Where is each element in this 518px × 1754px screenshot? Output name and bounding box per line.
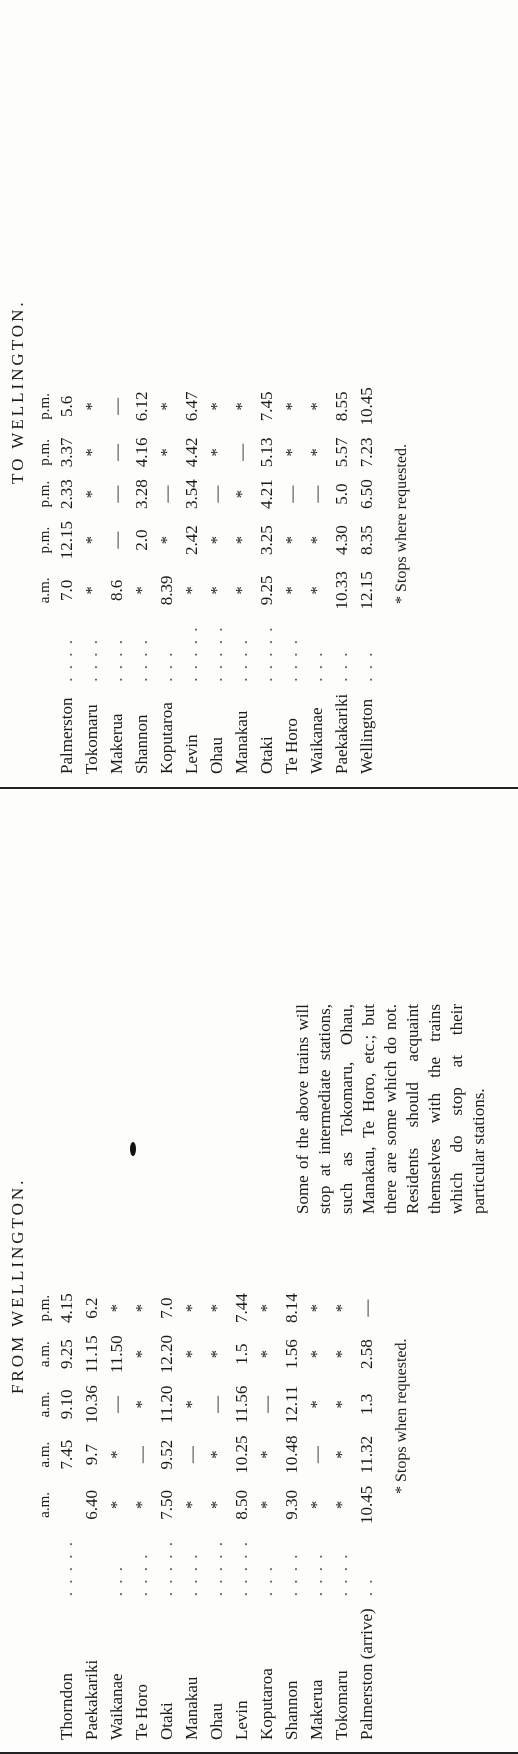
period-spacer (36, 1530, 54, 1602)
table-row (229, 1287, 254, 1740)
table-row (204, 381, 229, 774)
station-name: Waikanae (107, 1673, 126, 1740)
time-cell: * (132, 1500, 151, 1510)
leader-dots: . . . . (82, 638, 101, 682)
time-cell: * (182, 1500, 201, 1510)
time-cell: * (207, 1450, 226, 1459)
time-cell: — (282, 485, 301, 503)
leader-dots: . . . . (232, 638, 251, 682)
period-label: a.m. (37, 1441, 53, 1468)
time-cell: 1.5 (232, 1343, 251, 1365)
time-cell: 6.47 (182, 391, 201, 422)
time-cell: * (82, 535, 101, 545)
time-cell: — (307, 485, 326, 503)
time-cell: 6.12 (132, 391, 151, 422)
to-wellington-title: TO WELLINGTON. (8, 299, 27, 484)
leader-dots: . . . . (282, 638, 301, 682)
time-cell: 11.20 (157, 1385, 176, 1424)
station-name: Makerua (307, 1679, 326, 1740)
time-cell: * (282, 586, 301, 595)
table-row (254, 381, 279, 774)
time-cell: — (207, 1395, 226, 1413)
time-cell: 7.45 (57, 1439, 76, 1470)
time-cell: * (107, 1500, 126, 1510)
time-cell: 9.10 (57, 1389, 76, 1420)
period-spacer (36, 1602, 54, 1740)
time-cell: — (257, 1395, 276, 1413)
time-cell: 4.15 (57, 1293, 76, 1324)
time-cell: * (107, 1303, 126, 1313)
period-spacer (36, 688, 54, 774)
time-cell: 3.28 (132, 479, 151, 509)
station-name: Koputaroa (157, 702, 176, 774)
time-cell: * (257, 1349, 276, 1359)
time-cell: 3.54 (182, 479, 201, 509)
time-cell: * (207, 1500, 226, 1510)
time-cell: * (232, 402, 251, 411)
time-cell: * (82, 489, 101, 499)
time-cell: * (332, 1349, 351, 1359)
time-cell: * (257, 1303, 276, 1313)
to-wellington-note: * Stops where requested. (393, 444, 410, 604)
time-cell: * (207, 586, 226, 595)
time-cell: — (107, 485, 126, 503)
leader-dots: . . . (332, 650, 351, 682)
leader-dots: . . . (157, 650, 176, 682)
time-cell: 9.25 (257, 575, 276, 606)
period-label: p.m. (37, 526, 53, 554)
period-row (36, 1287, 54, 1740)
time-cell: 8.55 (332, 391, 351, 422)
station-name: Manakau (182, 1676, 201, 1740)
leader-dots: . . . . . (182, 625, 201, 682)
period-label: p.m. (37, 393, 53, 420)
table-row (54, 381, 79, 774)
leader-dots: . . . . . (257, 625, 276, 682)
period-spacer (36, 616, 54, 688)
time-cell: 2.0 (132, 529, 151, 551)
period-label: a.m. (37, 577, 53, 604)
station-name: Thorndon (57, 1672, 76, 1740)
time-cell: 1.3 (357, 1393, 376, 1416)
time-cell: 9.52 (157, 1439, 176, 1470)
table-row (329, 1287, 354, 1740)
time-cell: 4.21 (257, 479, 276, 509)
time-cell: 10.48 (282, 1435, 301, 1474)
time-cell: — (232, 443, 251, 461)
time-cell: 5.13 (257, 437, 276, 468)
time-cell: * (282, 448, 301, 457)
period-label: a.m. (37, 1391, 53, 1418)
time-cell: — (107, 531, 126, 549)
leader-dots: . . . . . (207, 625, 226, 682)
table-row (154, 1287, 179, 1740)
table-row (179, 381, 204, 774)
time-cell: 6.2 (82, 1297, 101, 1319)
table-row (354, 1287, 379, 1740)
station-name: Manakau (232, 710, 251, 774)
time-cell: 7.44 (232, 1293, 251, 1324)
time-cell: 9.30 (282, 1490, 301, 1520)
time-cell: 7.50 (157, 1490, 176, 1520)
time-cell (54, 1480, 79, 1530)
time-cell: 10.25 (232, 1435, 251, 1474)
time-cell: 10.33 (332, 571, 351, 610)
time-cell: 10.45 (357, 387, 376, 426)
leader-dots: . . . . (57, 638, 76, 682)
time-cell: * (232, 535, 251, 545)
station-name: Palmerston (arrive) (357, 1608, 376, 1740)
time-cell: 5.0 (332, 483, 351, 505)
time-cell: * (132, 1349, 151, 1359)
time-cell: * (307, 1349, 326, 1359)
time-cell: 12.11 (282, 1385, 301, 1424)
station-name: Ohau (207, 1703, 226, 1740)
table-row (79, 1287, 104, 1740)
leader-dots: . . . . . (157, 1540, 176, 1597)
leader-dots: . . . (257, 1565, 276, 1597)
time-cell: 7.0 (57, 579, 76, 601)
table-row (154, 381, 179, 774)
time-cell: 11.56 (232, 1385, 251, 1424)
table-row (179, 1287, 204, 1740)
time-cell: 7.0 (157, 1297, 176, 1319)
time-cell: 6.40 (82, 1490, 101, 1520)
time-cell: * (182, 586, 201, 595)
time-cell: 3.25 (257, 525, 276, 555)
period-label: p.m. (37, 1294, 53, 1322)
table-row (329, 381, 354, 774)
time-cell: 8.39 (157, 575, 176, 606)
table-row (279, 381, 304, 774)
time-cell: 8.35 (357, 525, 376, 555)
time-cell: — (157, 485, 176, 503)
leader-dots: . . . (107, 1565, 126, 1597)
table-row (304, 1287, 329, 1740)
time-cell: 4.30 (332, 525, 351, 555)
table-row (204, 1287, 229, 1740)
period-row (36, 381, 54, 774)
time-cell: * (182, 1349, 201, 1359)
station-name: Tokomaru (82, 704, 101, 774)
leader-dots: . . . . (182, 1552, 201, 1597)
time-cell: * (332, 1450, 351, 1459)
time-cell: — (107, 443, 126, 461)
time-cell: * (157, 402, 176, 411)
to-wellington-timetable (36, 381, 379, 774)
time-cell: * (257, 1450, 276, 1459)
time-cell: * (107, 1450, 126, 1459)
time-cell: * (132, 1303, 151, 1313)
time-cell: * (232, 586, 251, 595)
time-cell: — (207, 485, 226, 503)
station-name: Te Horo (282, 718, 301, 774)
time-cell: — (107, 397, 126, 415)
leader-dots: . . . (307, 650, 326, 682)
time-cell: * (282, 402, 301, 411)
time-cell: * (232, 489, 251, 499)
time-cell: 8.6 (107, 579, 126, 601)
table-row (129, 1287, 154, 1740)
time-cell: * (207, 402, 226, 411)
time-cell: * (157, 535, 176, 545)
from-wellington-title: FROM WELLINGTON. (8, 1177, 27, 1394)
time-cell: 2.58 (357, 1339, 376, 1370)
table-row (54, 1287, 79, 1740)
station-name: Makerua (107, 713, 126, 774)
station-name: Te Horo (132, 1684, 151, 1740)
table-row (354, 381, 379, 774)
time-cell: 7.23 (357, 437, 376, 468)
time-cell: 4.16 (132, 437, 151, 468)
period-label: a.m. (37, 1492, 53, 1518)
station-name: Tokomaru (332, 1670, 351, 1740)
station-name: Otaki (157, 1702, 176, 1740)
period-label: p.m. (37, 480, 53, 508)
time-cell: 10.45 (357, 1485, 376, 1525)
time-cell: * (132, 1400, 151, 1409)
leader-dots: . . . . (307, 1552, 326, 1597)
time-cell: 5.57 (332, 437, 351, 468)
leader-dots: . . . . (132, 1552, 151, 1597)
leader-dots: . . . . . (57, 1540, 76, 1597)
time-cell: 5.6 (57, 395, 76, 417)
time-cell: * (207, 1349, 226, 1359)
station-name: Shannon (132, 714, 151, 774)
table-row (129, 381, 154, 774)
station-name: Wellington (357, 698, 376, 774)
time-cell: * (307, 1303, 326, 1313)
station-name: Waikanae (307, 707, 326, 774)
table-row (104, 1287, 129, 1740)
time-cell: * (332, 1400, 351, 1409)
table-row (254, 1287, 279, 1740)
leader-dots: . . (357, 1577, 376, 1597)
leader-dots: . . . . . (232, 1540, 251, 1597)
station-name: Otaki (257, 736, 276, 774)
time-cell: 12.15 (357, 571, 376, 610)
time-cell: * (307, 1400, 326, 1409)
time-cell: * (307, 535, 326, 545)
time-cell: 11.50 (107, 1335, 126, 1373)
period-label: p.m. (37, 439, 53, 466)
time-cell: * (82, 448, 101, 457)
time-cell: * (207, 1303, 226, 1313)
time-cell: 12.20 (157, 1335, 176, 1374)
leader-dots (79, 1530, 104, 1602)
leader-dots: . . . (357, 650, 376, 682)
table-row (104, 381, 129, 774)
station-name: Palmerston (57, 697, 76, 774)
time-cell: 3.37 (57, 437, 76, 468)
station-name: Paekakariki (82, 1659, 101, 1740)
time-cell: 9.7 (82, 1444, 101, 1466)
leader-dots: . . . . (332, 1552, 351, 1597)
time-cell: 1.56 (282, 1339, 301, 1370)
time-cell: 8.50 (232, 1490, 251, 1520)
from-wellington-note: * Stops when requested. (393, 1338, 410, 1494)
time-cell: * (282, 535, 301, 545)
time-cell: — (307, 1446, 326, 1464)
time-cell: * (332, 1500, 351, 1510)
time-cell: 8.14 (282, 1293, 301, 1324)
station-name: Shannon (282, 1680, 301, 1740)
time-cell: 12.15 (57, 521, 76, 560)
leader-dots: . . . . (132, 638, 151, 682)
time-cell: * (307, 402, 326, 411)
leader-dots: . . . . (107, 638, 126, 682)
leader-dots: . . . . (282, 1552, 301, 1597)
time-cell: * (307, 448, 326, 457)
time-cell: 11.15 (82, 1335, 101, 1373)
time-cell: * (207, 448, 226, 457)
time-cell: 11.32 (357, 1435, 376, 1474)
time-cell: * (307, 586, 326, 595)
time-cell: — (357, 1299, 376, 1317)
time-cell: 4.42 (182, 437, 201, 468)
time-cell: 2.42 (182, 525, 201, 555)
section-divider-rule (0, 787, 518, 789)
time-cell: 10.36 (82, 1385, 101, 1424)
time-cell: 6.50 (357, 479, 376, 509)
time-cell: * (132, 586, 151, 595)
ink-smudge (130, 1142, 136, 1156)
time-cell: — (107, 1395, 126, 1413)
table-row (304, 381, 329, 774)
time-cell: * (82, 586, 101, 595)
table-row (279, 1287, 304, 1740)
time-cell: — (132, 1446, 151, 1464)
time-cell: * (207, 535, 226, 545)
leader-dots: . . . . . (207, 1540, 226, 1597)
station-name: Paekakariki (332, 693, 351, 774)
time-cell: — (182, 1446, 201, 1464)
station-name: Levin (182, 734, 201, 774)
time-cell: 7.45 (257, 391, 276, 422)
time-cell: * (182, 1400, 201, 1409)
time-cell: * (307, 1500, 326, 1510)
station-name: Koputaroa (257, 1668, 276, 1740)
intermediate-stations-paragraph: Some of the above trains will stop at intermediate stations, such as Tokomaru, Ohau, Manakau, Te Horo, etc.; but there are some which do not. Residents should acquaint themselves with the trains which do stop at their particular stations. (293, 1004, 488, 1214)
time-cell: * (157, 448, 176, 457)
time-cell: 2.33 (57, 479, 76, 509)
time-cell: 9.25 (57, 1339, 76, 1370)
from-wellington-timetable (36, 1287, 379, 1740)
time-cell: * (257, 1500, 276, 1510)
time-cell: * (332, 1303, 351, 1313)
table-row (229, 381, 254, 774)
station-name: Levin (232, 1700, 251, 1740)
table-row (79, 381, 104, 774)
station-name: Ohau (207, 737, 226, 774)
time-cell: * (182, 1303, 201, 1313)
time-cell: * (82, 402, 101, 411)
period-label: a.m. (37, 1341, 53, 1368)
